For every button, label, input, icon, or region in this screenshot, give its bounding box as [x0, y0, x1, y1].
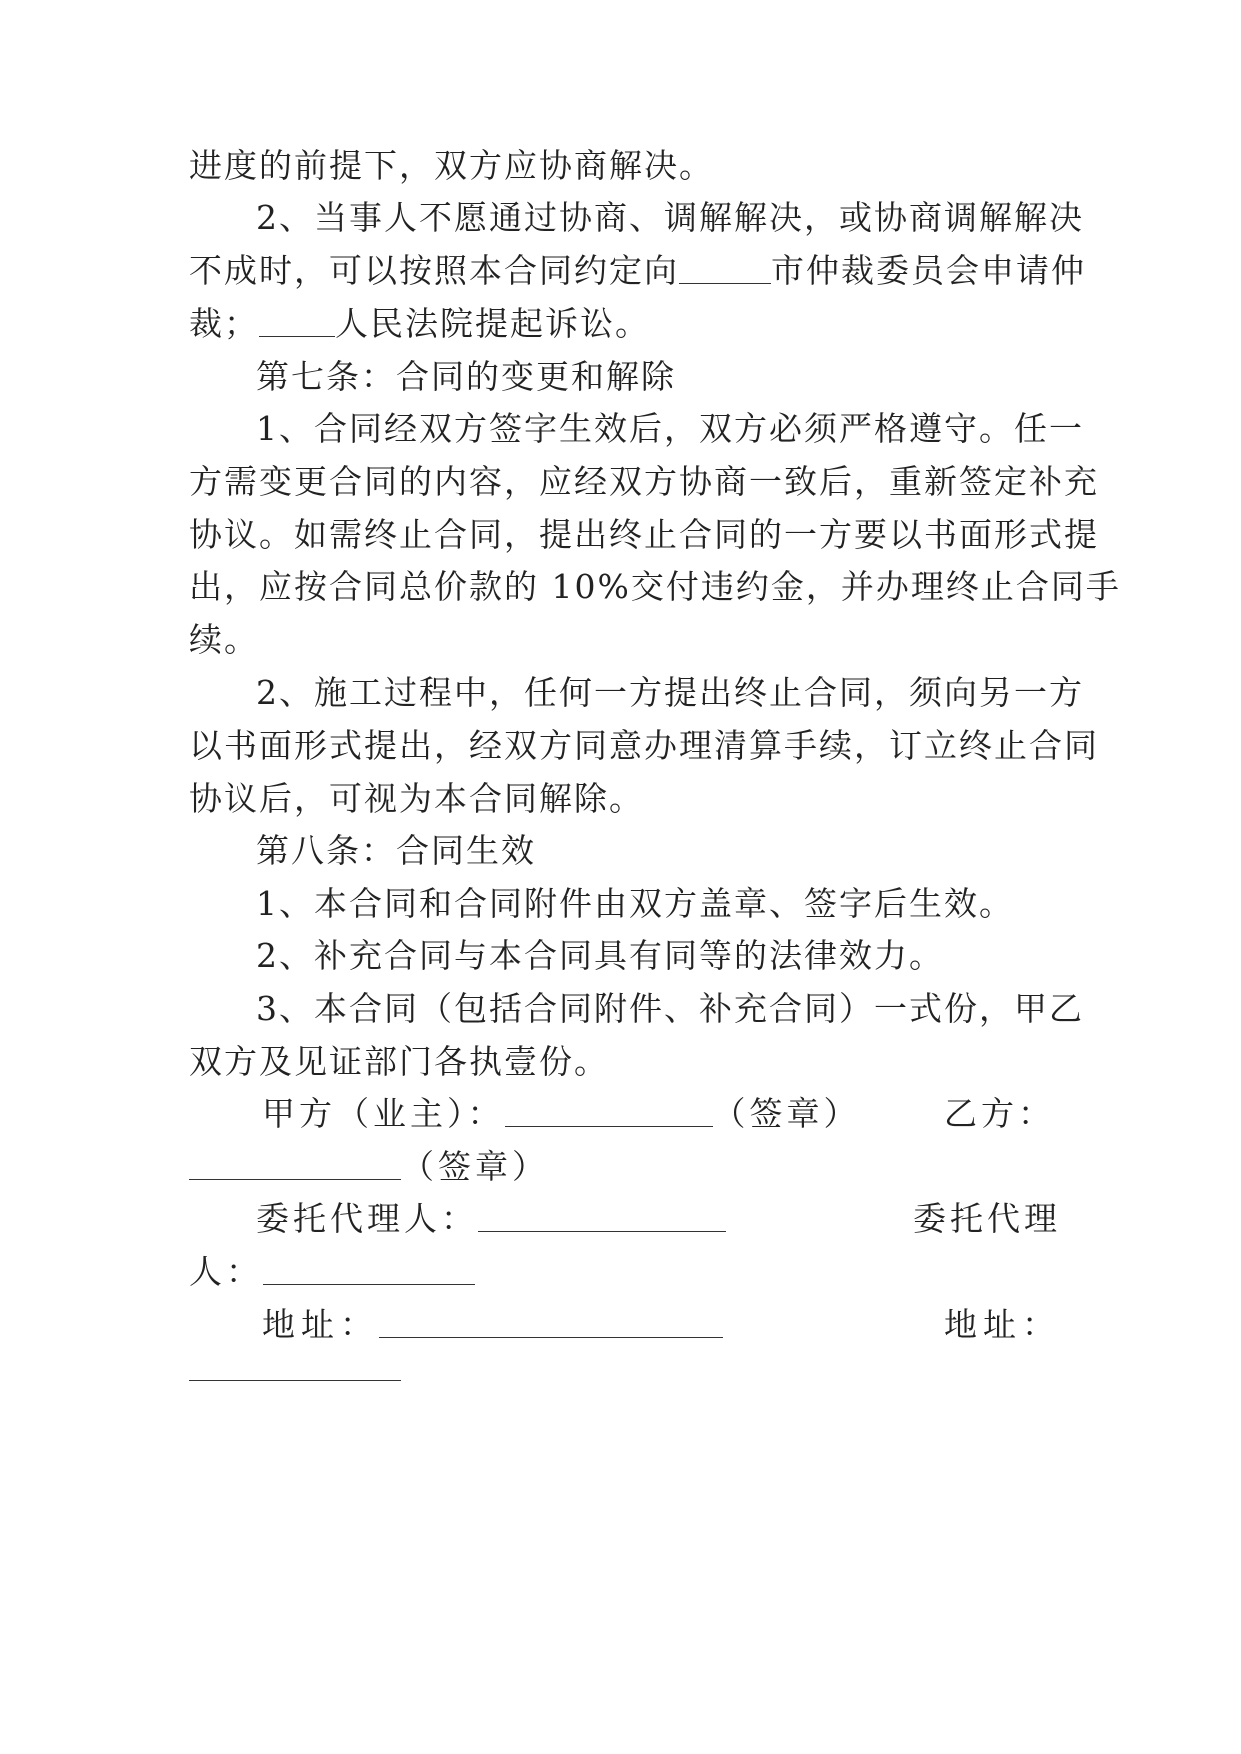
- text-line: [189, 304, 650, 344]
- text-line: [189, 251, 1086, 291]
- agent-a-blank[interactable]: [478, 1201, 726, 1232]
- text-line: 方需变更合同的内容，应经双方协商一致后，重新签定补充: [189, 462, 1099, 501]
- text-line: 3、本合同（包括合同附件、补充合同）一式份，甲乙: [256, 989, 1084, 1028]
- text-segment: 人民法院提起诉讼。: [335, 304, 650, 343]
- text-segment: 裁；: [189, 304, 259, 343]
- party-b-signature-blank[interactable]: [189, 1149, 401, 1180]
- text-line: 2、当事人不愿通过协商、调解解决，或协商调解解决: [256, 198, 1084, 237]
- seal-label: （签章）: [712, 1094, 861, 1133]
- text-line: 续。: [189, 620, 259, 659]
- seal-label: （签章）: [401, 1147, 549, 1186]
- text-line: 出，应按合同总价款的 10%交付违约金，并办理终止合同手: [189, 567, 1121, 606]
- agent-b-blank[interactable]: [263, 1254, 475, 1285]
- fill-in-blank[interactable]: [259, 306, 335, 337]
- party-a-line: [262, 1094, 861, 1134]
- text-line: 1、本合同和合同附件由双方盖章、签字后生效。: [256, 884, 1014, 923]
- text-line: 以书面形式提出，经双方同意办理清算手续，订立终止合同: [189, 726, 1099, 765]
- agent-b-line: [189, 1252, 475, 1292]
- text-line: 协议。如需终止合同，提出终止合同的一方要以书面形式提: [189, 515, 1099, 554]
- section-heading: 第七条：合同的变更和解除: [256, 357, 676, 396]
- agent-a-line: [256, 1199, 726, 1239]
- section-heading: 第八条：合同生效: [256, 831, 536, 870]
- address-a-line: [262, 1305, 723, 1345]
- party-a-label: 甲方（业主）：: [262, 1094, 505, 1133]
- text-segment: 不成时，可以按照本合同约定向: [189, 251, 679, 290]
- party-b-label: 乙方：: [944, 1094, 1055, 1133]
- address-b-label: 地址：: [944, 1305, 1061, 1344]
- text-line: 进度的前提下，双方应协商解决。: [189, 146, 714, 185]
- text-line: 2、补充合同与本合同具有同等的法律效力。: [256, 936, 944, 975]
- text-line: 协议后，可视为本合同解除。: [189, 779, 644, 818]
- party-a-signature-blank[interactable]: [505, 1096, 713, 1127]
- agent-label: 人：: [189, 1252, 263, 1291]
- agent-label: 委托代理人：: [256, 1199, 478, 1238]
- text-line: 2、施工过程中，任何一方提出终止合同，须向另一方: [256, 673, 1084, 712]
- party-b-line: [189, 1147, 549, 1187]
- text-line: 双方及见证部门各执壹份。: [189, 1042, 609, 1081]
- text-segment: 市仲裁委员会申请仲: [771, 251, 1086, 290]
- address-b-blank[interactable]: [189, 1379, 401, 1381]
- fill-in-blank[interactable]: [679, 253, 771, 284]
- agent-b-label: 委托代理: [913, 1199, 1061, 1238]
- address-a-blank[interactable]: [379, 1307, 723, 1338]
- text-line: 1、合同经双方签字生效后，双方必须严格遵守。任一: [256, 409, 1084, 448]
- address-label: 地址：: [262, 1305, 379, 1344]
